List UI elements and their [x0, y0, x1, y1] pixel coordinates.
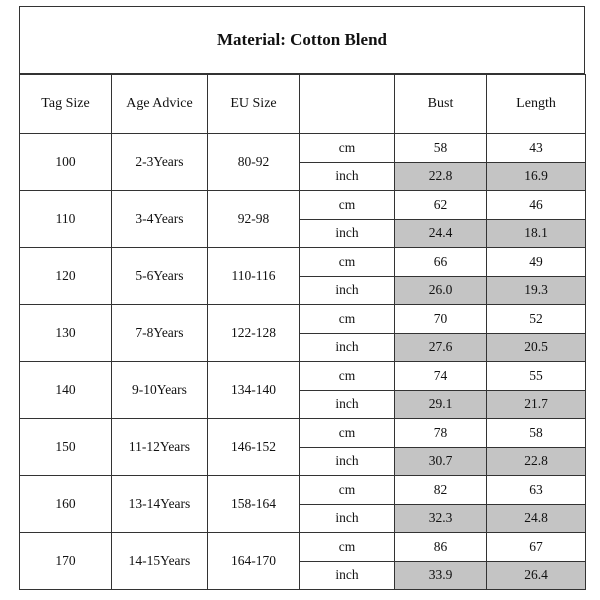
table-row: [20, 134, 586, 163]
table-row: [20, 476, 586, 505]
age-advice-cell: 13-14Years: [112, 476, 208, 533]
header-length: Length: [487, 75, 586, 134]
age-advice-cell: 9-10Years: [112, 362, 208, 419]
length-inch-cell: 16.9: [487, 162, 586, 191]
age-advice-cell: 11-12Years: [112, 419, 208, 476]
length-inch-cell: 21.7: [487, 390, 586, 419]
length-cm-cell: 52: [487, 305, 586, 334]
bust-cm-cell: 58: [395, 134, 487, 163]
tag-size-cell: 100: [20, 134, 112, 191]
length-inch-cell: 18.1: [487, 219, 586, 248]
bust-cm-cell: 78: [395, 419, 487, 448]
length-inch-cell: 19.3: [487, 276, 586, 305]
tag-size-cell: 140: [20, 362, 112, 419]
unit-cm-cell: cm: [300, 533, 395, 562]
bust-inch-cell: 22.8: [395, 162, 487, 191]
bust-cm-cell: 74: [395, 362, 487, 391]
eu-size-cell: 134-140: [208, 362, 300, 419]
eu-size-cell: 122-128: [208, 305, 300, 362]
header-row: [20, 75, 586, 134]
eu-size-cell: 146-152: [208, 419, 300, 476]
unit-inch-cell: inch: [300, 162, 395, 191]
length-cm-cell: 46: [487, 191, 586, 220]
eu-size-cell: 164-170: [208, 533, 300, 590]
length-cm-cell: 58: [487, 419, 586, 448]
eu-size-cell: 110-116: [208, 248, 300, 305]
bust-cm-cell: 62: [395, 191, 487, 220]
header-eu-size: EU Size: [208, 75, 300, 134]
age-advice-cell: 7-8Years: [112, 305, 208, 362]
unit-inch-cell: inch: [300, 333, 395, 362]
size-table: [19, 74, 586, 590]
tag-size-cell: 110: [20, 191, 112, 248]
header-age-advice: Age Advice: [112, 75, 208, 134]
age-advice-cell: 5-6Years: [112, 248, 208, 305]
chart-title: Material: Cotton Blend: [19, 6, 585, 74]
table-row: [20, 419, 586, 448]
eu-size-cell: 92-98: [208, 191, 300, 248]
unit-cm-cell: cm: [300, 248, 395, 277]
unit-inch-cell: inch: [300, 447, 395, 476]
table-row: [20, 248, 586, 277]
unit-cm-cell: cm: [300, 134, 395, 163]
header-bust: Bust: [395, 75, 487, 134]
unit-inch-cell: inch: [300, 276, 395, 305]
tag-size-cell: 120: [20, 248, 112, 305]
length-cm-cell: 49: [487, 248, 586, 277]
bust-inch-cell: 30.7: [395, 447, 487, 476]
bust-cm-cell: 82: [395, 476, 487, 505]
length-inch-cell: 22.8: [487, 447, 586, 476]
header-tag-size: Tag Size: [20, 75, 112, 134]
age-advice-cell: 2-3Years: [112, 134, 208, 191]
bust-inch-cell: 29.1: [395, 390, 487, 419]
age-advice-cell: 3-4Years: [112, 191, 208, 248]
tag-size-cell: 150: [20, 419, 112, 476]
length-inch-cell: 24.8: [487, 504, 586, 533]
length-inch-cell: 20.5: [487, 333, 586, 362]
tag-size-cell: 130: [20, 305, 112, 362]
table-row: [20, 191, 586, 220]
length-cm-cell: 55: [487, 362, 586, 391]
bust-inch-cell: 27.6: [395, 333, 487, 362]
bust-inch-cell: 24.4: [395, 219, 487, 248]
table-row: [20, 533, 586, 562]
unit-inch-cell: inch: [300, 219, 395, 248]
length-cm-cell: 67: [487, 533, 586, 562]
age-advice-cell: 14-15Years: [112, 533, 208, 590]
tag-size-cell: 160: [20, 476, 112, 533]
bust-cm-cell: 70: [395, 305, 487, 334]
length-cm-cell: 63: [487, 476, 586, 505]
unit-cm-cell: cm: [300, 191, 395, 220]
tag-size-cell: 170: [20, 533, 112, 590]
unit-cm-cell: cm: [300, 419, 395, 448]
table-row: [20, 362, 586, 391]
length-cm-cell: 43: [487, 134, 586, 163]
unit-inch-cell: inch: [300, 561, 395, 590]
eu-size-cell: 80-92: [208, 134, 300, 191]
bust-inch-cell: 33.9: [395, 561, 487, 590]
bust-inch-cell: 26.0: [395, 276, 487, 305]
unit-cm-cell: cm: [300, 305, 395, 334]
length-inch-cell: 26.4: [487, 561, 586, 590]
unit-inch-cell: inch: [300, 504, 395, 533]
bust-cm-cell: 66: [395, 248, 487, 277]
bust-inch-cell: 32.3: [395, 504, 487, 533]
unit-inch-cell: inch: [300, 390, 395, 419]
unit-cm-cell: cm: [300, 362, 395, 391]
table-row: [20, 305, 586, 334]
eu-size-cell: 158-164: [208, 476, 300, 533]
bust-cm-cell: 86: [395, 533, 487, 562]
header-unit: [300, 75, 395, 134]
unit-cm-cell: cm: [300, 476, 395, 505]
